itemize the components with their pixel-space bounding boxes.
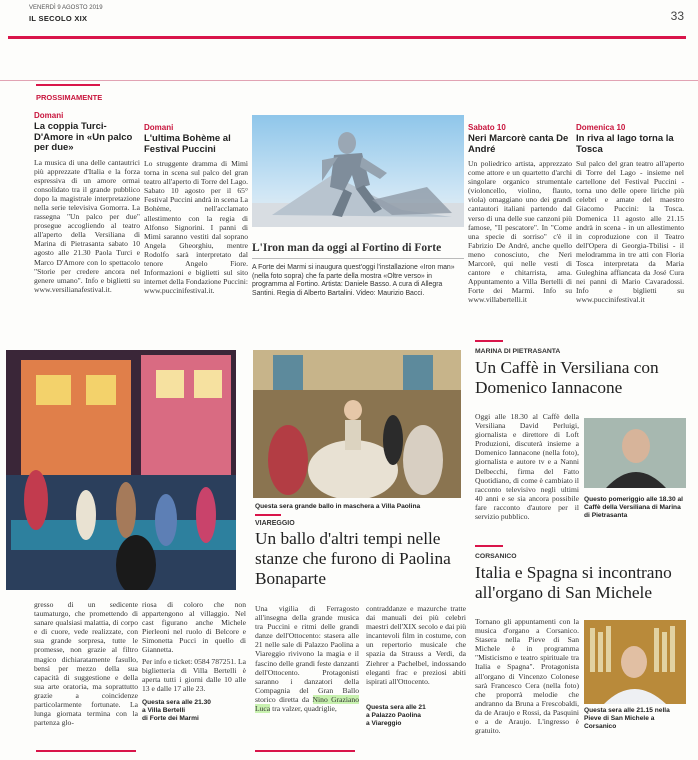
ballo-caption: Questa sera grande ballo in maschera a Villa Paolina — [255, 503, 421, 510]
footer-rule-left — [36, 750, 136, 752]
ballo-note: Questa sera alle 21 a Palazzo Paolina a Viareggio — [366, 704, 426, 727]
organo-title: Italia e Spagna si incontrano all'organo di San Michele — [475, 563, 672, 602]
item-title: Neri Marcorè canta De André — [468, 133, 569, 155]
cera-photo — [584, 620, 686, 704]
cont-note: Questa sera alle 21.30 a Villa Bertelli di Forte dei Marmi — [142, 698, 211, 722]
caffe-body: Oggi alle 18.30 al Caffè della Versiliana David Perluigi, giornalista e direttore di Loft Produzioni, discuterà insieme a Domenico Iannacone (nella foto), giornalista e autore tv e a Nanni Delbecchi, firma del Fatto Quotidiano, di come è cambiato il racconto televisivo negli ultimi 40 anni e se sia ancora possibile fare racconto d'autore per il servizio pubblico. — [475, 412, 579, 522]
organo-body: Tornano gli appuntamenti con la musica d'organo a Corsanico. Stasera nella Pieve di San Michele è in programma "Misticismo e teatro spirituale tra Italia e Spagna". Protagonista all'organo di Vincenzo Colonese sarà Francesco Cera (nella foto) che proporrà melodie che andranno da Bruna a Frescobaldi, da de Araujo e Rossi, da Pasquini e a de Araujo. L'ingresso è gratuito. — [475, 617, 579, 736]
ballo-photo — [253, 350, 461, 498]
iron-title: L'Iron man da oggi al Fortino di Forte — [252, 242, 442, 254]
statue-illustration — [252, 115, 464, 227]
ballo-kicker: VIAREGGIO — [255, 520, 295, 527]
organ-illustration — [584, 620, 686, 704]
organo-kicker: CORSANICO — [475, 553, 517, 560]
item-body: Sul palco del gran teatro all'aperto di Torre del Lago - insieme nel cartellone del Festival Puccini - torna uno delle opere liriche più celebri e amate del maestro Giacomo Puccini: la Tosca. Domenica 11 agosto alle 21.15 andrà in scena - in un allestimento in coproduzione con il Teatro dell'Opera di Georgia-Tbilisi - il melodramma in tre atti con Floria Tosca interpretata da Maria Guleghina affiancata da José Cura nei panni di Mario Cavaradossi. Info e biglietti su www.puccinifestival.it — [576, 159, 684, 305]
item-title: L'ultima Bohème al Festival Puccini — [144, 133, 231, 155]
item-marcore: Sabato 10 Neri Marcorè canta De André Un poliedrico artista, apprezzato come attore e un quartetto d'archi singolare organico strumentale (violoncello, violino, flauto, viola) omaggiano uno dei grandi cantautori italiani partendo dal verso di una delle sue canzoni più famose, "Il pescatore". In "Come una specie di sorriso" c'è il Fabrizio De André, anche quello meno conosciuto, che Neri Marcorè, qui nelle vesti di cantore e chitarrista, ama. Appuntamento a Villa Bertelli di Forte dei Marmi. Info su www.villabertelli.it — [468, 123, 572, 305]
section-rule — [0, 80, 698, 81]
ballo-title: Un ballo d'altri tempi nelle stanze che furono di Paolina Bonaparte — [255, 529, 451, 588]
item-body: Lo struggente dramma di Mimì torna in scena sul palco del gran teatro all'aperto di Torre del Lago. Sabato 10 agosto per il 65° Festival Puccini andrà in scena La Bohème, nell'acclamato allestimento con la regia di Alfonso Signorini. I panni di Mimì saranno vestiti dal soprano Angela Gheorghiu, mentre Rodolfo sarà interpretato dal tenore Angelo Fiore. Informazioni e biglietti sul sito internet della Fondazione Puccini: www.puccinifestival.it. — [144, 159, 248, 296]
item-title: La coppia Turci-D'Amore in «Un palco per due» — [34, 121, 133, 153]
item-turci: Domani La coppia Turci-D'Amore in «Un palco per due» La musica di una delle cantautrici più apprezzate d'Italia e la forza espressiva di un amore ormai consolidato tra il grande pubblico dopo la magistrale interpretazione nella serie televisiva Gomorra. La rassegna "Un palco per due" prosegue accogliendo al teatro all'aperto della Versiliana di Marina di Pietrasanta sabato 10 agosto alle 21.30 Paola Turci e Marco D'Amore con lo spettacolo "Storie per credere ancora nel genere umano". Info e biglietti su www.versilianafestival.it. — [34, 111, 140, 294]
stage-illustration — [6, 350, 236, 590]
item-boheme: Domani L'ultima Bohème al Festival Puccini Lo struggente dramma di Mimì torna in scena sul palco del gran teatro all'aperto di Torre del Lago. Sabato 10 agosto per il 65° Festival Puccini andrà in scena La Bohème, nell'acclamato allestimento con la regia di Alfonso Signorini. I panni di Mimì saranno vestiti dal soprano Angela Gheorghiu, mentre Rodolfo sarà interpretato dal tenore Angelo Fiore. Informazioni e biglietti sul sito internet della Fondazione Puccini: www.puccinifestival.it. — [144, 123, 248, 296]
organo-caption: Questa sera alle 21.15 nella Pieve di San Michele a Corsanico — [584, 707, 670, 730]
ballo-col2: contraddanze e mazurche tratte dai manuali dei più celebri maestri dell'XIX secolo e dai più incantevoli film in costume, con un repertorio musicale che spazia da Strauss a Verdi, da Ziehrer a Pachelbel, indossando eleganti frac e preziosi abiti ispirati all'Ottocento. — [366, 604, 466, 686]
cont-col2: riosa di coloro che non appartengono al villaggio. Nel cast figurano anche Michele Pierleoni nel ruolo di Belcore e Simonetta Pucci in quello di Giannetta. Per info e ticket: 0584 787251. La biglietteria di Villa Bertelli è aperta tutti i giorni dalle 10 alle 13 e dalle 17 alle 23. Questa sera alle 21.30 a Villa Bertelli di Forte dei Marmi — [142, 600, 246, 722]
ballroom-illustration — [253, 350, 461, 498]
page-number: 33 — [670, 9, 684, 23]
item-tosca: Domenica 10 In riva al lago torna la Tosca Sul palco del gran teatro all'aperto di Torre del Lago - insieme nel cartellone del Festival Puccini - torna uno delle opere liriche più celebri e amate del maestro Giacomo Puccini: la Tosca. Domenica 11 agosto alle 21.15 andrà in scena - in un allestimento in coproduzione con il Teatro dell'Opera di Georgia-Tbilisi - il melodramma in tre atti con Floria Tosca interpretata da Maria Guleghina affiancata da José Cura nei panni di Mario Cavaradossi. Info e biglietti su www.puccinifestival.it — [576, 123, 684, 305]
ballo-col1: Una vigilia di Ferragosto all'insegna della grande musica tra Puccini e ritmi delle grandi danze dell'Ottocento: stasera alle 21 nelle sale di Palazzo Paolina a Viareggio rivivono la magia e il fascino delle grandi feste danzanti dell'Ottocento. Protagonisti saranno i danzatori della Compagnia del Gran Ballo storico diretta da Nino Graziano Luca tra valzer, quadriglie, — [255, 604, 359, 714]
caffe-kicker: MARINA DI PIETRASANTA — [475, 348, 561, 355]
item-body: Un poliedrico artista, apprezzato come attore e un quartetto d'archi singolare organico strumentale (violoncello, violino, flauto, viola) omaggiano uno dei grandi cantautori italiani partendo dal verso di una delle sue canzoni più famose, "Il pescatore". In "Come una specie di sorriso" c'è il Fabrizio De André, anche quello meno conosciuto, che Neri Marcorè, qui nelle vesti di cantore e chitarrista, ama. Appuntamento a Villa Bertelli di Forte dei Marmi. Info su www.villabertelli.it — [468, 159, 572, 305]
item-body: La musica di una delle cantautrici più apprezzate d'Italia e la forza espressiva di un amore ormai consolidato tra il grande pubblico dopo la magistrale interpretazione nella serie televisiva Gomorra. La rassegna "Un palco per due" prosegue accogliendo al teatro all'aperto della Versiliana di Marina di Pietrasanta sabato 10 agosto alle 21.30 Paola Turci e Marco D'Amore con lo spettacolo "Storie per credere ancora nel genere umano". Info e biglietti su www.versilianafestival.it. — [34, 157, 140, 294]
header-date: VENERDÌ 9 AGOSTO 2019 — [29, 5, 103, 11]
iron-man-photo — [252, 115, 464, 227]
header-rule — [8, 36, 686, 39]
caffe-caption: Questo pomeriggio alle 18.30 al Caffè della Versiliana di Marina di Pietrasanta — [584, 496, 683, 519]
caffe-title: Un Caffè in Versiliana con Domenico Iannacone — [475, 358, 659, 397]
section-label: PROSSIMAMENTE — [36, 93, 103, 102]
stage-photo — [6, 350, 236, 590]
cont-col1: gresso di un sedicente taumaturgo, che promettendo di sanare qualsiasi malattia, di corpo e di cuore, vede realizzate, con sua grande sorpresa, tutte le promesse, non grazie al filtro magico dichiaratamente fasullo, bensì per mezzo della sua capacità di suggestione e della sua arte oratoria, ma soprattutto grazie a coincidenze particolarmente fortunate. La lunga giornata termina con la partenza glo- — [34, 600, 138, 728]
footer-rule-middle — [255, 750, 355, 752]
iron-body: A Forte dei Marmi si inaugura quest'oggi l'installazione «Iron man» (nella foto sopra) che fa parte della mostra «Oltre verso» in programma al Fortino. Artista: Daniele Basso. A cura di Allegra Santini. Regia di Alberto Bartalini. Video: Maurizio Bacci. — [252, 264, 455, 297]
iannacone-photo — [584, 418, 686, 488]
highlighted-name: Nino Graziano Luca — [255, 694, 359, 714]
masthead: IL SECOLO XIX — [29, 14, 88, 23]
item-title: In riva al lago torna la Tosca — [576, 133, 674, 155]
cont-info: Per info e ticket: 0584 787251. La biglietteria di Villa Bertelli è aperta tutti i giorni dalle 10 alle 13 e dalle 17 alle 23. — [142, 656, 246, 693]
portrait-illustration — [584, 418, 686, 488]
